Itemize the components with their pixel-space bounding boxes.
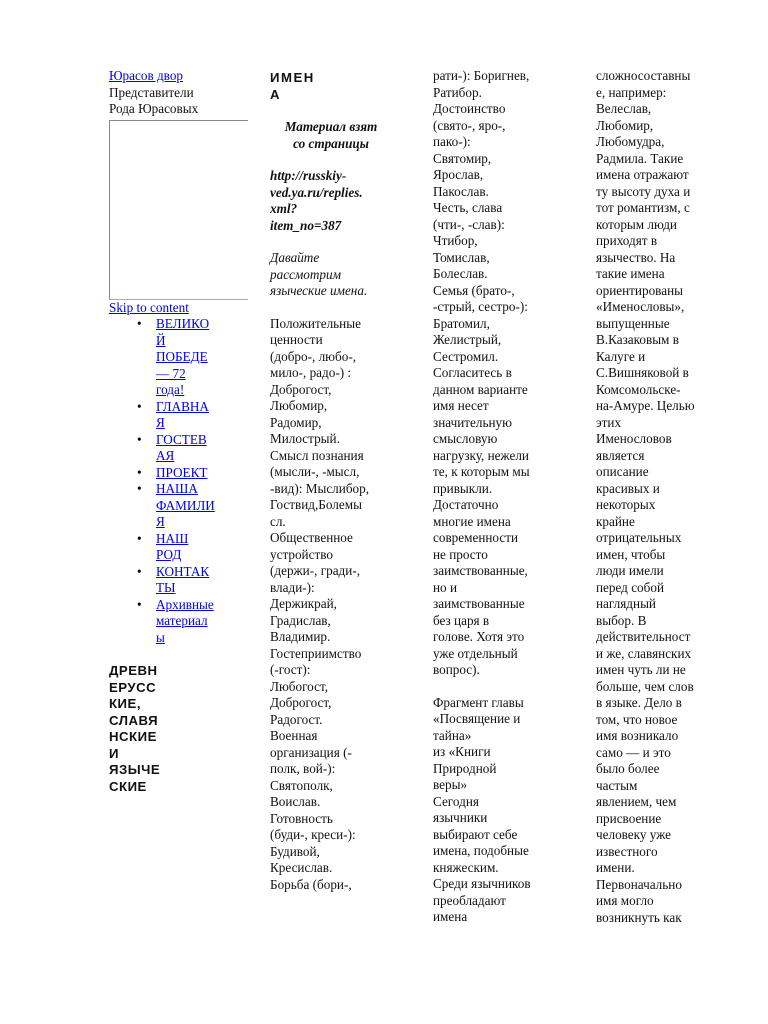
nav-item-victory[interactable]: [109, 316, 226, 399]
nav-item-surname[interactable]: [109, 481, 226, 531]
nav-item-label[interactable]: ГОСТЕВ АЯ: [156, 431, 207, 463]
source-url: http://russkiy- ved.ya.ru/replies. xml? item_no=387: [270, 168, 363, 233]
article-intro: Давайте рассмотрим языческие имена.: [270, 250, 368, 298]
article-heading: ИМЕН А: [270, 70, 315, 102]
article-text-col3-fragment: Фрагмент главы «Посвящение и тайна» из «Книги Природной веры» Сегодня язычники выбирают себе имена, подобные княжеским. Среди язычников преобладают имена: [433, 694, 531, 924]
nav-item-home[interactable]: [109, 399, 226, 432]
skip-to-content-link[interactable]: Skip to content: [109, 299, 189, 315]
nav-menu: [109, 316, 251, 646]
article-column-3: [596, 68, 714, 926]
embed-frame: [109, 120, 248, 300]
nav-item-label[interactable]: НАША ФАМИЛИ Я: [156, 481, 215, 529]
source-note: Материал взят со страницы: [284, 119, 378, 151]
nav-item-contacts[interactable]: [109, 564, 226, 597]
nav-item-project[interactable]: [109, 465, 226, 482]
sidebar: [109, 68, 251, 795]
nav-item-label[interactable]: НАШ РОД: [156, 530, 189, 562]
nav-item-label[interactable]: ГЛАВНА Я: [156, 398, 209, 430]
article-text-col3: рати-): Боригнев, Ратибор. Достоинство (свято-, яро-, пако-): Святомир, Ярослав, Пакослав. Честь, слава (чти-, -слав): Чтибор, Томислав, Болеслав. Семья (брато-, -стрый, сестро-): Братомил, Желистрый, Сестромил. Согласитесь в данном варианте имя несет значительную смысловую нагрузку, нежели те, к которым мы привыкли. Достаточно многие имена современности не просто заимствованные, но и заимствованные без царя в голове. Хотя это уже отдельный вопрос).: [433, 68, 530, 677]
nav-item-guestbook[interactable]: [109, 432, 226, 465]
nav-item-label[interactable]: КОНТАК ТЫ: [156, 563, 210, 595]
site-link[interactable]: Юрасов двор: [109, 68, 184, 83]
nav-item-label[interactable]: ПРОЕКТ: [156, 464, 208, 480]
article-text-col4: сложносоставны е, например: Велеслав, Любомир, Любомудра, Радмила. Такие имена отражают ту высоту духа и тот романтизм, с которым люди приходят в язычество. На такие имена ориентированы «Именословы», выпущенные В.Казаковым в Калуге и С.Вишняковой в Комсомольске- на-Амуре. Целью этих Именословов является описание красивых и некоторых крайне отрицательных имен, чтобы люди имели перед собой наглядный выбор. В действительност и же, славянских имен чуть ли не больше, чем слов в языке. Дело в том, что новое имя возникало само — и это было более частым явлением, чем присвоение человеку уже известного имени. Первоначально имя могло возникнуть как: [596, 68, 695, 925]
article-column-1: [270, 68, 392, 893]
nav-item-label[interactable]: ВЕЛИКО Й ПОБЕДЕ — 72 года!: [156, 316, 210, 397]
nav-item-label[interactable]: Архивные материал ы: [156, 596, 214, 645]
nav-item-our-family[interactable]: [109, 531, 226, 564]
page-title: ДРЕВН ЕРУСС КИЕ, СЛАВЯ НСКИЕ И ЯЗЫЧЕ СКИЕ: [109, 663, 161, 794]
article-text-col2: Положительные ценности (добро-, любо-, мило-, радо-) : Доброгост, Любомир, Радомир, Милострый. Смысл познания (мысли-, -мысл, -вид): Мыслибор, Гоствид,Болемы сл. Общественное устройство (держи-, гради-, влади-): Держикрай, Градислав, Владимир. Гостеприимство (-гост): Любогост, Доброгост, Радогост. Военная организация (- полк, вой-): Святополк, Воислав. Готовность (буди-, креси-): Будивой, Кресислав. Борьба (бори-,: [270, 315, 370, 892]
site-tagline: Представители Рода Юрасовых: [109, 84, 199, 116]
article-column-2: [433, 68, 551, 926]
nav-item-archive[interactable]: [109, 597, 226, 647]
